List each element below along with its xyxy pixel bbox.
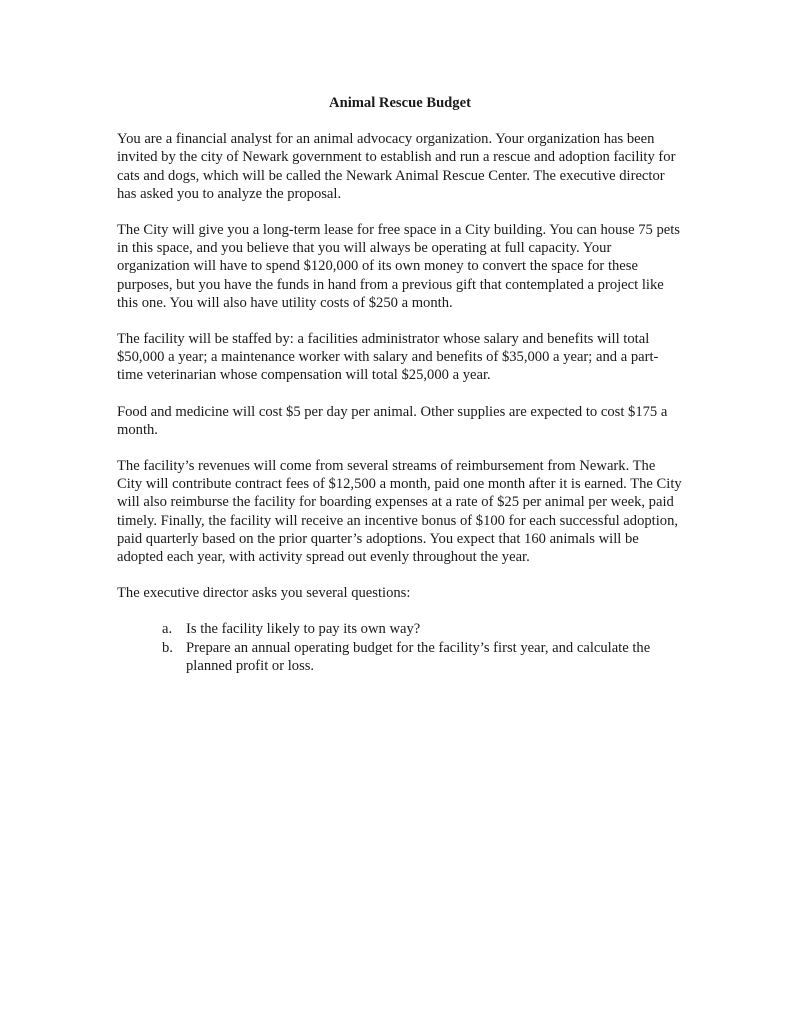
question-text: Prepare an annual operating budget for the facility’s first year, and calculate the planned profit or loss. [186,639,651,674]
document-page [117,94,683,675]
paragraph-supplies: Food and medicine will cost $5 per day per animal. Other supplies are expected to cost $175 a month. [117,403,668,438]
question-item [162,639,683,675]
question-letter: b. [162,639,173,656]
paragraph-lease: The City will give you a long-term lease for free space in a City building. You can house 75 pets in this space, and you believe that you will always be operating at full capacity. Your organization will have to spend $120,000 of its own money to convert the space for these purposes, but you have the funds in hand from a previous gift that contemplated a project like this one. You will also have utility costs of $250 a month. [117,222,680,311]
question-text: Is the facility likely to pay its own way? [186,621,421,638]
document-title: Animal Rescue Budget [329,95,471,111]
question-letter: a. [162,621,173,638]
paragraph-questions-intro: The executive director asks you several questions: [117,585,411,602]
paragraph-staffing: The facility will be staffed by: a facilities administrator whose salary and benefits will total $50,000 a year; a maintenance worker with salary and benefits of $35,000 a year; and a part-time veterinarian whose compensation will total $25,000 a year. [117,331,659,384]
question-list [117,620,683,675]
paragraph-revenues: The facility’s revenues will come from several streams of reimbursement from Newark. The City will contribute contract fees of $12,500 a month, paid one month after it is earned. The City will also reimburse the facility for boarding expenses at a rate of $25 per animal per week, paid timely. Finally, the facility will receive an incentive bonus of $100 for each successful adoption, paid quarterly based on the prior quarter’s adoptions. You expect that 160 animals will be adopted each year, with activity spread out evenly throughout the year. [117,458,682,566]
paragraph-intro: You are a financial analyst for an animal advocacy organization. Your organization has been invited by the city of Newark government to establish and run a rescue and adoption facility for cats and dogs, which will be called the Newark Animal Rescue Center. The executive director has asked you to analyze the proposal. [117,131,676,202]
question-item [162,620,683,638]
